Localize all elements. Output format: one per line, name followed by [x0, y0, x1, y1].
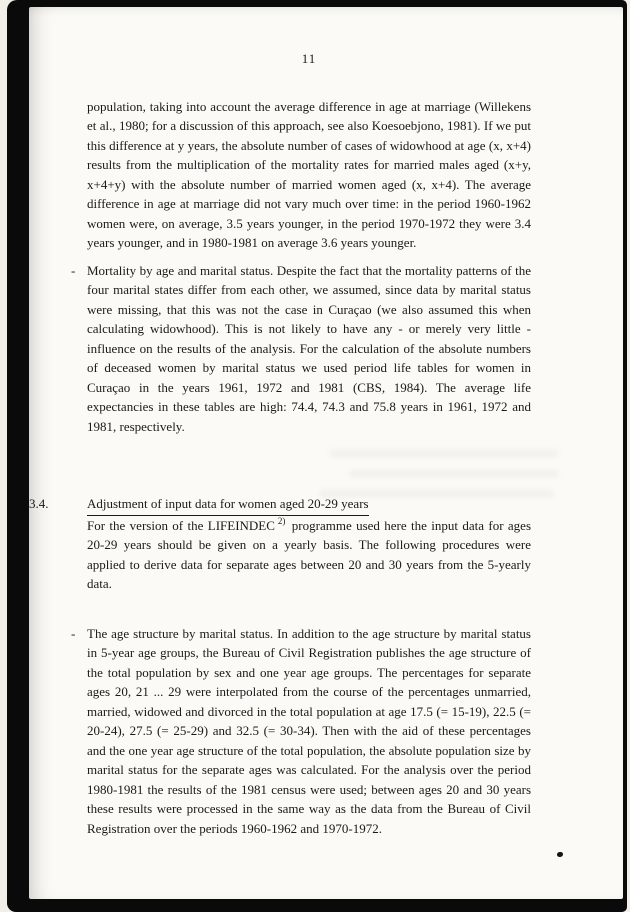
continuation-paragraph: population, taking into account the average difference in age at marriage (Willekens et al., 1980; for a discussion of this approach, see also Koesoebjono, 1981). If we put this difference at y years, the absolute number of cases of widowhood at age (x, x+4) results from the multiplication of the mortality rates for married males aged (x+y, x+4+y) with the absolute number of married women aged (x, x+4). The average difference in age at marriage did not vary much over time: in the period 1960-1962 women were, on average, 3.5 years younger, in the period 1970-1972 they were 3.4 years younger, and in 1980-1981 on average 3.6 years younger. — [87, 98, 531, 250]
document-page — [29, 7, 623, 899]
list-item-age-structure-text: The age structure by marital status. In addition to the age structure by marital status in 5-year age groups, the Bureau of Civil Registration publishes the age structure of the total population by sex and one year age groups. The percentages for separate ages 20, 21 ... 29 were interpolated from the course of the percentages unmarried, married, widowed and divorced in the total population at age 17.5 (= 15-19), 22.5 (= 20-24), 27.5 (= 25-29) and 32.5 (= 30-34). Then with the aid of these percentages and the one year age structure of the total population, the absolute population size by marital status for the separate ages was calculated. For the analysis over the period 1980-1981 the results of the 1981 census were used; between ages 20 and 30 years these results were processed in the same way as the data from the Bureau of Civil Registration over the periods 1960-1962 and 1970-1972. — [87, 625, 531, 836]
bleedthrough-artifact — [349, 469, 559, 478]
page-content — [29, 7, 623, 838]
list-dash-marker: - — [71, 625, 76, 641]
scan-border-frame — [7, 0, 627, 912]
section-title: Adjustment of input data for women aged 20-29 years — [87, 494, 369, 516]
list-item-mortality — [71, 261, 531, 437]
list-dash-marker: - — [71, 262, 76, 278]
lifeindec-paragraph — [87, 516, 531, 594]
bleedthrough-artifact — [319, 489, 554, 498]
list-item-mortality-text: Mortality by age and marital status. Despite the fact that the mortality patterns of the four marital states differ from each other, we assumed, since data by marital status were missing, that this was not the case in Curaçao (we also assumed this when calculating widowhood). This is not likely to have any - or merely very little - influence on the results of the analysis. For the calculation of the absolute numbers of deceased women by marital status we used period life tables for women in Curaçao in the years 1961, 1972 and 1981 (CBS, 1984). The average life expectancies in these tables are high: 74.4, 74.3 and 75.8 years in 1961, 1972 and 1981, respectively. — [87, 262, 531, 434]
lifeindec-paragraph-start: For the version of the LIFEINDEC — [87, 517, 275, 533]
list-item-age-structure — [71, 624, 531, 839]
ink-speck-artifact — [557, 852, 563, 857]
bleedthrough-artifact — [329, 449, 559, 458]
section-number: 3.4. — [29, 496, 49, 511]
footnote-reference-2: 2) — [277, 515, 286, 526]
page-number: 11 — [301, 51, 317, 66]
lifeindec-paragraph-end: programme used here the input data for ages 20-29 years should be given on a yearly basis. The following procedures were applied to derive data for separate ages between 20 and 30 years from the 5-yearly data. — [87, 517, 531, 591]
